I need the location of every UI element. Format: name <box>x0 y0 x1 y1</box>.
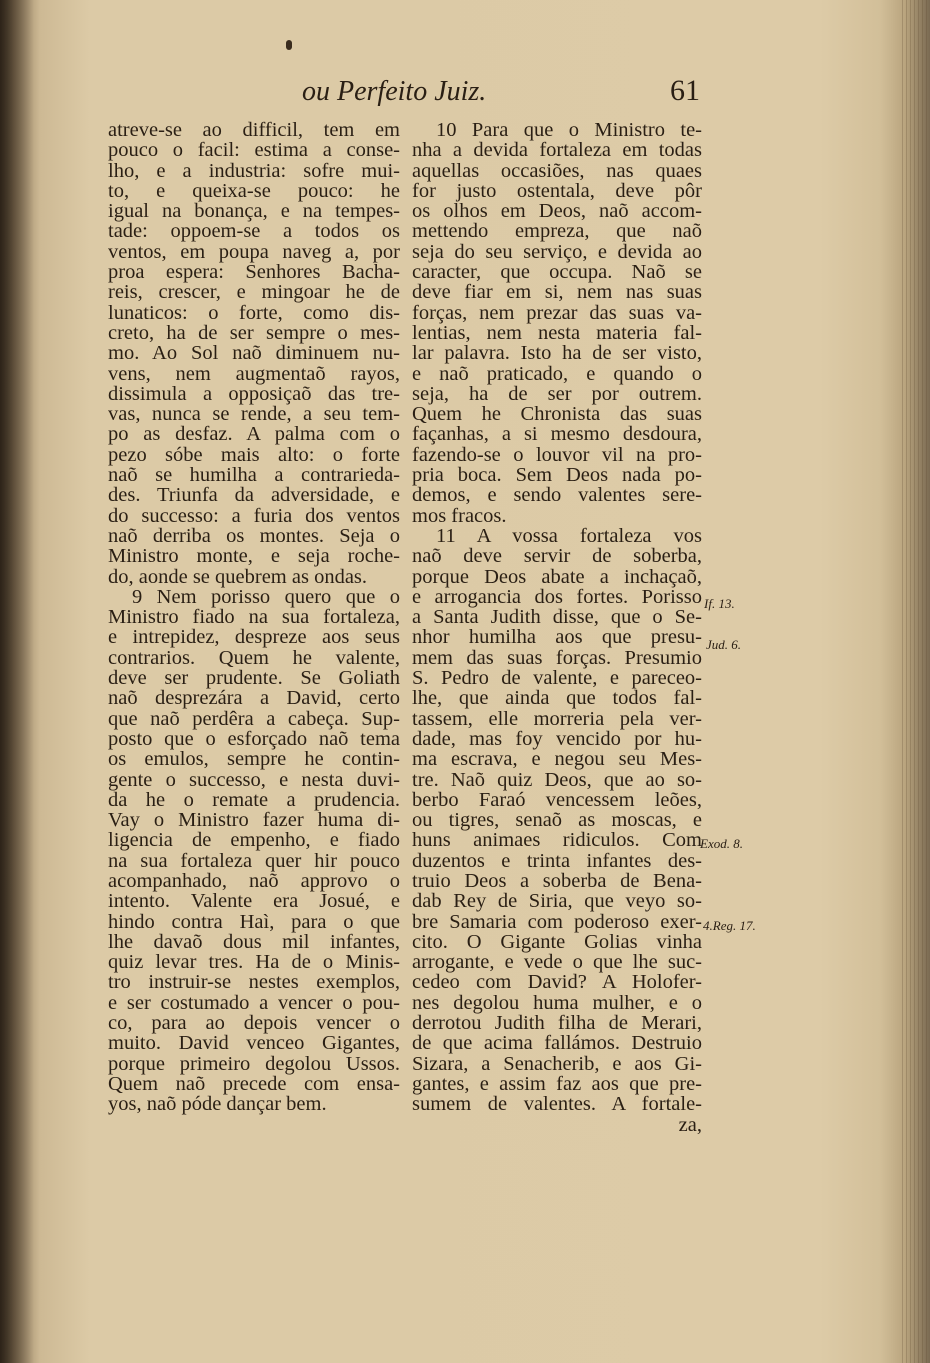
text-line: e arrogancia dos fortes. Porisso <box>412 585 702 608</box>
text-line: sumem de valentes. A fortale- <box>412 1093 702 1116</box>
text-line: gente o successo, e nesta duvi- <box>108 768 400 791</box>
text-line: e ser costumado a vencer o pou- <box>108 991 400 1014</box>
text-line: tade: oppoem-se a todos os <box>108 220 400 243</box>
text-line: igual na bonança, e na tempes- <box>108 200 400 223</box>
text-line: posto que o esforçado naõ tema <box>108 727 400 750</box>
margin-note: 4.Reg. 17. <box>703 918 756 933</box>
text-line: pouco o facil: estima a conse- <box>108 139 400 162</box>
text-line: mettendo empreza, que naõ <box>412 220 702 243</box>
text-line: contrarios. Quem he valente, <box>108 646 400 669</box>
text-line: naõ derriba os montes. Seja o <box>108 524 400 547</box>
text-line: acompanhado, naõ approvo o <box>108 869 400 892</box>
page-number: 61 <box>670 74 700 107</box>
text-line: berbo Faraó vencessem leões, <box>412 788 702 811</box>
gutter-shadow <box>0 0 34 1363</box>
text-line: arrogante, e vede o que lhe suc- <box>412 951 702 974</box>
text-line: mos fracos. <box>412 504 507 527</box>
text-line: deve fiar em si, nem nas suas <box>412 281 702 304</box>
text-line: cito. O Gigante Golias vinha <box>412 930 702 953</box>
text-line: creto, ha de ser sempre o mes- <box>108 321 400 344</box>
text-line: na sua fortaleza quer hir pouco <box>108 849 400 872</box>
text-line: tre. Naõ quiz Deos, que ao so- <box>412 768 702 791</box>
page-header <box>290 72 700 116</box>
text-line: a Santa Judith disse, que o Se- <box>412 606 702 629</box>
margin-note: If. 13. <box>704 596 735 611</box>
text-line: reis, crescer, e mingoar he de <box>108 281 400 304</box>
text-line: vens, nem augmentaõ rayos, <box>108 362 400 385</box>
text-line: mo. Ao Sol naõ diminuem nu- <box>108 342 400 365</box>
text-line: seja, ha de ser por outrem. <box>412 382 702 405</box>
text-line: bre Samaria com poderoso exer- <box>412 910 702 933</box>
text-line: po as desfaz. A palma com o <box>108 423 400 446</box>
text-line: porque primeiro degolou Ussos. <box>108 1052 400 1075</box>
text-line: derrotou Judith filha de Merari, <box>412 1012 702 1035</box>
text-line: de que acima fallámos. Destruio <box>412 1032 702 1055</box>
ink-spot <box>286 40 292 50</box>
text-line: yos, naõ póde dançar bem. <box>108 1093 327 1116</box>
text-line: da he o remate a prudencia. <box>108 788 400 811</box>
text-line: Ministro fiado na sua fortaleza, <box>108 606 400 629</box>
margin-note: Jud. 6. <box>706 637 742 652</box>
text-line: lho, e a industria: sofre mui- <box>108 159 400 182</box>
text-line: truio Deos a soberba de Bena- <box>412 869 702 892</box>
text-line: naõ desprezára a David, certo <box>108 687 400 710</box>
text-line: os olhos em Deos, naõ accom- <box>412 200 702 223</box>
text-line: dissimula a opposiçaõ das tre- <box>108 382 400 405</box>
text-line: e naõ praticado, e quando o <box>412 362 702 385</box>
text-line: co, para ao depois vencer o <box>108 1012 400 1035</box>
text-line: muito. David venceo Gigantes, <box>108 1032 400 1055</box>
text-line: atreve-se ao difficil, tem em <box>108 119 400 141</box>
text-line: e intrepidez, despreze aos seus <box>108 626 400 649</box>
text-line: lhe, que ainda que todos fal- <box>412 687 702 710</box>
text-line: des. Triunfa da adversidade, e <box>108 484 400 507</box>
text-line: pezo sóbe mais alto: o forte <box>108 443 400 466</box>
text-line: do, aonde se quebrem as ondas. <box>108 565 368 588</box>
text-line: Quem naõ precede com ensa- <box>108 1072 400 1095</box>
text-line: naõ se humilha a contrarieda- <box>108 464 400 487</box>
text-line: lhe davaõ dous mil infantes, <box>108 930 400 953</box>
text-line: naõ deve servir de soberba, <box>412 545 702 568</box>
text-line: proa espera: Senhores Bacha- <box>108 261 400 284</box>
text-line: mem das suas forças. Presumio <box>412 646 702 669</box>
text-line: dab Rey de Siria, que veyo so- <box>412 890 702 913</box>
text-line: seja do seu serviço, e devida ao <box>412 240 702 263</box>
text-line: façanhas, a si mesmo desdoura, <box>412 423 702 446</box>
text-line: vas, nunca se rende, a seu tem- <box>108 403 400 426</box>
text-line: nha a devida fortaleza em todas <box>412 139 702 162</box>
text-line: gantes, e assim faz aos que pre- <box>412 1072 702 1095</box>
text-line: deve ser prudente. Se Goliath <box>108 667 400 690</box>
catchword: za, <box>678 1113 702 1136</box>
text-line: to, e queixa-se pouco: he <box>108 179 400 202</box>
text-line: lar palavra. Isto ha de ser visto, <box>412 342 702 365</box>
text-line: dade, mas foy vencido por hu- <box>412 727 702 750</box>
text-line: do successo: a furia dos ventos <box>108 504 400 527</box>
text-line: huns animaes ridiculos. Com <box>412 829 702 852</box>
text-line: pria boca. Sem Deos nada po- <box>412 464 702 487</box>
text-line: 9 Nem porisso quero que o <box>132 585 400 608</box>
text-line: Ministro monte, e seja roche- <box>108 545 400 568</box>
text-line: fazendo-se o louvor vil na pro- <box>412 443 702 466</box>
text-line: caracter, que occupa. Naõ se <box>412 261 702 284</box>
text-line: porque Deos abate a inchaçaõ, <box>412 565 702 588</box>
right-column <box>412 120 702 1135</box>
text-line: 10 Para que o Ministro te- <box>436 119 702 141</box>
text-line: Vay o Ministro fazer huma di- <box>108 809 400 832</box>
text-line: que naõ perdêra a cabeça. Sup- <box>108 707 400 730</box>
text-line: lentias, nem nesta materia fal- <box>412 321 702 344</box>
running-title: ou Perfeito Juiz. <box>302 76 487 107</box>
left-column <box>108 120 400 1115</box>
text-line: intento. Valente era Josué, e <box>108 890 400 913</box>
text-line: cedeo com David? A Holofer- <box>412 971 702 994</box>
text-line: S. Pedro de valente, e pareceo- <box>412 667 702 690</box>
text-line: tassem, elle morreria pela ver- <box>412 707 702 730</box>
text-line: tro instruir-se nestes exemplos, <box>108 971 400 994</box>
margin-note: Exod. 8. <box>700 836 743 851</box>
text-line: aquellas occasiões, nas quaes <box>412 159 702 182</box>
text-line: Sizara, a Senacherib, e aos Gi- <box>412 1052 702 1075</box>
text-line: quiz levar tres. Ha de o Minis- <box>108 951 400 974</box>
text-line: 11 A vossa fortaleza vos <box>436 524 702 547</box>
text-line: hindo contra Haì, para o que <box>108 910 400 933</box>
text-line: nhor humilha aos que presu- <box>412 626 702 649</box>
text-line: duzentos e trinta infantes des- <box>412 849 702 872</box>
text-line: os emulos, sempre he contin- <box>108 748 400 771</box>
text-line: demos, e sendo valentes sere- <box>412 484 702 507</box>
text-line: lunaticos: o forte, como dis- <box>108 301 400 324</box>
text-line: ma escrava, e negou seu Mes- <box>412 748 702 771</box>
text-line: ventos, em poupa naveg a, por <box>108 240 400 263</box>
text-line: ou tigres, senaõ as moscas, e <box>412 809 702 832</box>
page-edges <box>902 0 930 1363</box>
text-line: ligencia de empenho, e fiado <box>108 829 400 852</box>
text-line: nes degolou huma mulher, e o <box>412 991 702 1014</box>
text-line: for justo ostentala, deve pôr <box>412 179 702 202</box>
text-line: Quem he Chronista das suas <box>412 403 702 426</box>
text-line: forças, nem prezar das suas va- <box>412 301 702 324</box>
